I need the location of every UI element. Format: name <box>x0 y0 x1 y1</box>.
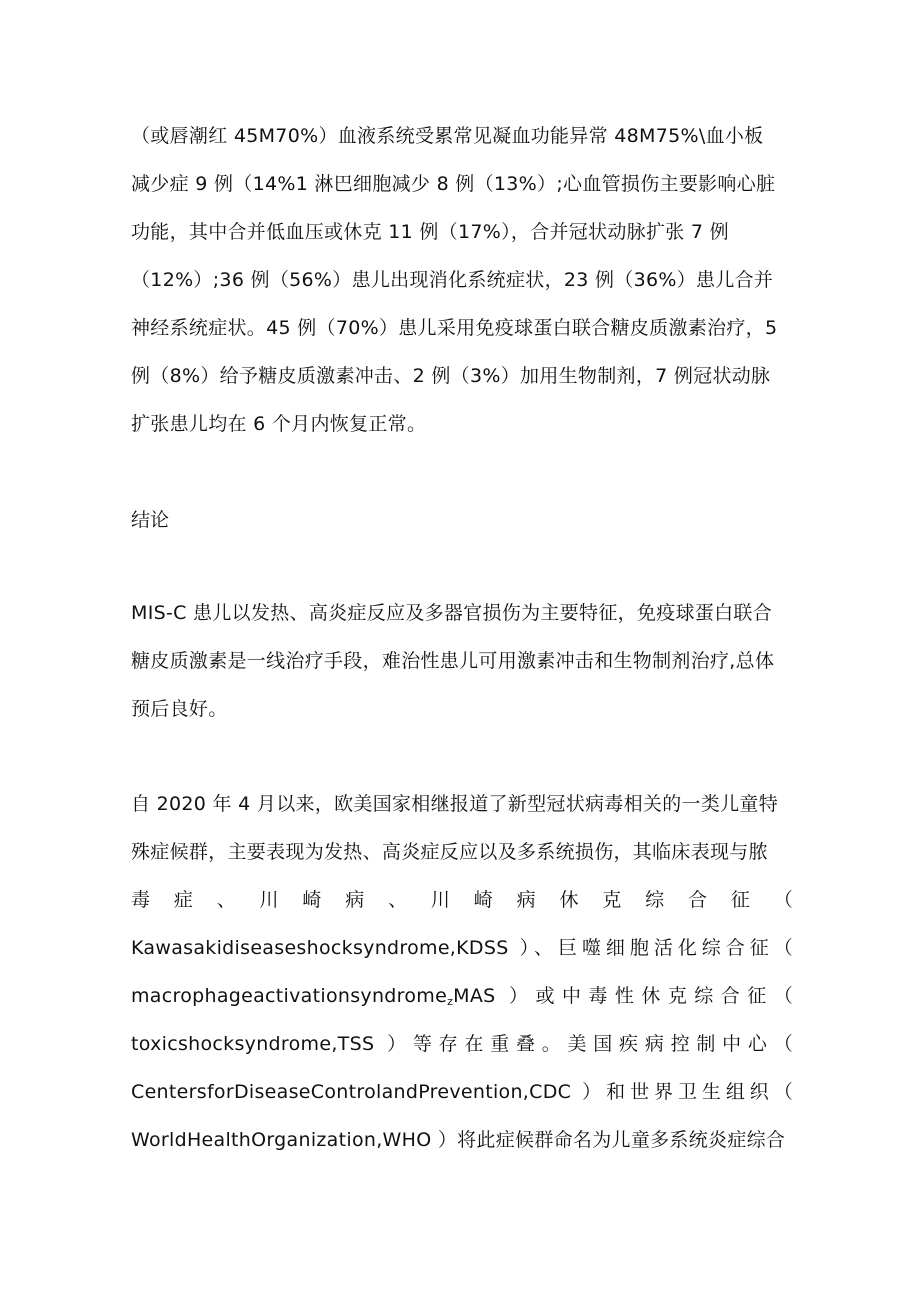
text-segment: MAS ）或中毒性休克综合征（ <box>453 985 793 1007</box>
text-line: Kawasakidiseaseshocksyndrome,KDSS ）、巨噬细胞活化综合征（ <box>131 937 793 959</box>
text-line: （12%）;36 例（56%）患儿出现消化系统症状，23 例（36%）患儿合并 <box>131 269 774 291</box>
text-line: 例（8%）给予糖皮质激素冲击、2 例（3%）加用生物制剂，7 例冠状动脉 <box>131 365 771 387</box>
text-line: toxicshocksyndrome,TSS ）等存在重叠。美国疾病控制中心（ <box>131 1033 793 1055</box>
text-segment: macrophageactivationsyndrome <box>131 985 448 1007</box>
text-line: 毒 症 、 川 崎 病 、 川 崎 病 休 克 综 合 征 （ <box>131 889 793 911</box>
text-line: 功能，其中合并低血压或休克 11 例（17%），合并冠状动脉扩张 7 例 <box>131 221 729 243</box>
conclusion-heading: 结论 <box>131 509 170 531</box>
text-line: （或唇潮红 45M70%）血液系统受累常见凝血功能异常 48M75%\血小板 <box>131 125 764 147</box>
text-line: MIS-C 患儿以发热、高炎症反应及多器官损伤为主要特征，免疫球蛋白联合 <box>131 602 773 624</box>
text-line: 糖皮质激素是一线治疗手段，难治性患儿可用激素冲击和生物制剂治疗,总体 <box>131 650 775 672</box>
subscript-mark: z <box>447 995 454 1008</box>
text-line: 自 2020 年 4 月以来，欧美国家相继报道了新型冠状病毒相关的一类儿童特 <box>131 793 779 815</box>
results-paragraph <box>131 112 793 448</box>
conclusion-paragraph <box>131 589 793 733</box>
text-line: WorldHealthOrganization,WHO ）将此症候群命名为儿童多系统炎症综合 <box>131 1129 786 1151</box>
intro-paragraph <box>131 780 793 1164</box>
text-line: 预后良好。 <box>131 698 228 720</box>
text-line: 减少症 9 例（14%1 淋巴细胞减少 8 例（13%）;心血管损伤主要影响心脏 <box>131 173 776 195</box>
document-page <box>131 112 793 1164</box>
text-line: 神经系统症状。45 例（70%）患儿采用免疫球蛋白联合糖皮质激素治疗，5 <box>131 317 778 339</box>
text-line: 殊症候群，主要表现为发热、高炎症反应以及多系统损伤，其临床表现与脓 <box>131 841 768 863</box>
text-line-mas <box>131 972 793 1020</box>
text-line: 扩张患儿均在 6 个月内恢复正常。 <box>131 413 427 435</box>
text-line: CentersforDiseaseControlandPrevention,CDC ）和世界卫生组织（ <box>131 1081 793 1103</box>
